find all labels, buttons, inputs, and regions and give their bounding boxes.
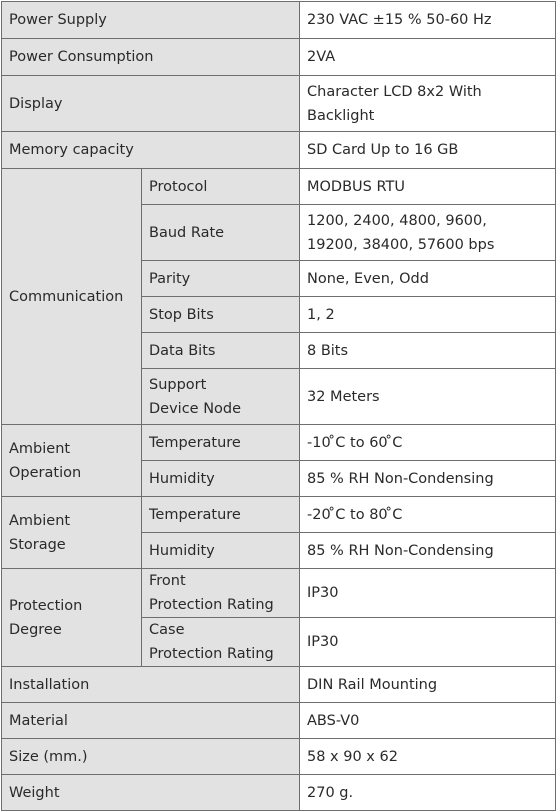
row-value: 85 % RH Non-Condensing [300, 533, 556, 569]
label-line: Support [149, 376, 207, 393]
row-label: Size (mm.) [2, 739, 300, 775]
row-sublabel: Temperature [142, 425, 300, 461]
row-label: Power Supply [2, 2, 300, 39]
label-line: Operation [9, 464, 82, 481]
group-label [2, 569, 142, 667]
row-value [300, 205, 556, 261]
label-line: Ambient [9, 440, 71, 457]
label-line: Front [149, 573, 186, 589]
group-label: Communication [2, 169, 142, 425]
row-sublabel: Humidity [142, 533, 300, 569]
row-value: IP30 [300, 569, 556, 618]
row-sublabel [142, 369, 300, 425]
row-sublabel: Baud Rate [142, 205, 300, 261]
table-row [2, 132, 556, 169]
label-line: Case [149, 622, 185, 638]
row-sublabel: Humidity [142, 461, 300, 497]
label-line: Device Node [149, 400, 242, 417]
row-label: Installation [2, 667, 300, 703]
row-sublabel [142, 569, 300, 618]
row-value: 230 VAC ±15 % 50-60 Hz [300, 2, 556, 39]
row-label: Display [2, 76, 300, 132]
value-line: Backlight [307, 107, 375, 124]
row-value: SD Card Up to 16 GB [300, 132, 556, 169]
row-value: 58 x 90 x 62 [300, 739, 556, 775]
label-line: Protection Rating [149, 646, 274, 662]
group-label [2, 425, 142, 497]
row-value: IP30 [300, 618, 556, 667]
row-value: 85 % RH Non-Condensing [300, 461, 556, 497]
label-line: Protection [9, 597, 83, 614]
row-sublabel: Data Bits [142, 333, 300, 369]
table-row [2, 739, 556, 775]
table-row [2, 775, 556, 811]
label-line: Storage [9, 536, 66, 553]
table-row [2, 425, 556, 461]
row-value: 1, 2 [300, 297, 556, 333]
row-value: 270 g. [300, 775, 556, 811]
table-row [2, 169, 556, 205]
row-value: None, Even, Odd [300, 261, 556, 297]
row-sublabel: Temperature [142, 497, 300, 533]
row-value: 2VA [300, 39, 556, 76]
row-value: ABS-V0 [300, 703, 556, 739]
spec-table [1, 1, 556, 811]
row-label: Power Consumption [2, 39, 300, 76]
row-sublabel [142, 618, 300, 667]
row-value: MODBUS RTU [300, 169, 556, 205]
label-line: Protection Rating [149, 597, 274, 613]
row-value [300, 76, 556, 132]
table-row [2, 39, 556, 76]
row-value: DIN Rail Mounting [300, 667, 556, 703]
row-label: Weight [2, 775, 300, 811]
value-line: Character LCD 8x2 With [307, 83, 482, 100]
row-value: 8 Bits [300, 333, 556, 369]
group-label [2, 497, 142, 569]
row-label: Material [2, 703, 300, 739]
table-row [2, 569, 556, 618]
row-sublabel: Stop Bits [142, 297, 300, 333]
label-line: Ambient [9, 512, 71, 529]
value-line: 1200, 2400, 4800, 9600, [307, 212, 487, 229]
label-line: Degree [9, 621, 62, 638]
row-value: 32 Meters [300, 369, 556, 425]
row-value: -10 ̊C to 60 ̊C [300, 425, 556, 461]
row-value: -20 ̊C to 80 ̊C [300, 497, 556, 533]
table-row [2, 2, 556, 39]
row-sublabel: Protocol [142, 169, 300, 205]
row-sublabel: Parity [142, 261, 300, 297]
value-line: 19200, 38400, 57600 bps [307, 236, 495, 253]
row-label: Memory capacity [2, 132, 300, 169]
table-row [2, 497, 556, 533]
table-row [2, 667, 556, 703]
table-row [2, 703, 556, 739]
table-row [2, 76, 556, 132]
